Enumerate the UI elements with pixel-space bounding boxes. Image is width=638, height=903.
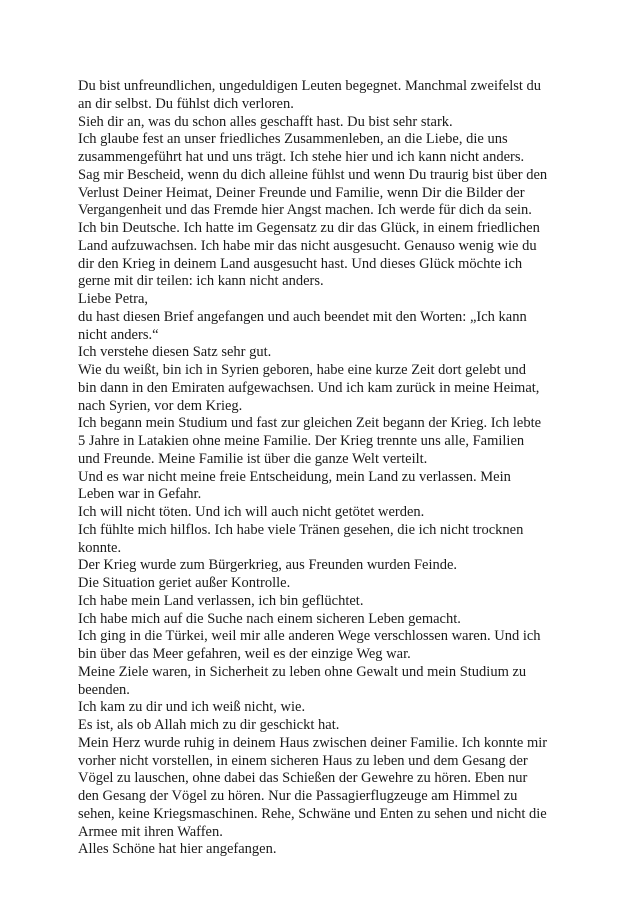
text-line: 5 Jahre in Latakien ohne meine Familie. Der Krieg trennte uns alle, Familien bbox=[78, 433, 525, 449]
text-line: Verlust Deiner Heimat, Deiner Freunde und Familie, wenn Dir die Bilder der bbox=[78, 184, 525, 201]
text-line: Wie du weißt, bin ich in Syrien geboren, habe eine kurze Zeit dort gelebt und bbox=[78, 362, 526, 378]
text-line: Sieh dir an, was du schon alles geschafft hast. Du bist sehr stark. bbox=[78, 113, 453, 130]
text-line: Ich habe mich auf die Suche nach einem sicheren Leben gemacht. bbox=[78, 610, 461, 627]
letter-text bbox=[78, 78, 568, 859]
text-line: Ich kam zu dir und ich weiß nicht, wie. bbox=[78, 699, 306, 716]
text-line: bin dann in den Emiraten aufgewachsen. Und ich kam zurück in meine Heimat, bbox=[78, 379, 540, 396]
text-line: Der Krieg wurde zum Bürgerkrieg, aus Freunden wurden Feinde. bbox=[78, 557, 458, 574]
text-line: Armee mit ihren Waffen. bbox=[78, 823, 223, 840]
text-line: nicht anders.“ bbox=[78, 326, 159, 343]
text-line: Es ist, als ob Allah mich zu dir geschickt hat. bbox=[78, 717, 340, 733]
text-line: dir den Krieg in deinem Land ausgesucht hast. Und dieses Glück möchte ich bbox=[78, 255, 523, 272]
text-line: Vögel zu lauschen, ohne dabei das Schießen der Gewehre zu hören. Eben nur bbox=[78, 770, 528, 787]
text-line: Meine Ziele waren, in Sicherheit zu leben ohne Gewalt und mein Studium zu bbox=[78, 663, 527, 680]
text-line: Ich verstehe diesen Satz sehr gut. bbox=[78, 344, 272, 361]
text-line: Du bist unfreundlichen, ungeduldigen Leuten begegnet. Manchmal zweifelst du bbox=[78, 78, 542, 94]
text-line: Sag mir Bescheid, wenn du dich alleine fühlst und wenn Du traurig bist über den bbox=[78, 166, 548, 183]
text-line: Die Situation geriet außer Kontrolle. bbox=[78, 575, 291, 591]
text-line: sehen, keine Kriegsmaschinen. Rehe, Schwäne und Enten zu sehen und nicht die bbox=[78, 805, 547, 822]
text-line: Land aufzuwachsen. Ich habe mir das nicht ausgesucht. Genauso wenig wie du bbox=[78, 237, 537, 254]
text-line: und Freunde. Meine Familie ist über die ganze Welt verteilt. bbox=[78, 450, 428, 467]
text-line: Ich begann mein Studium und fast zur gleichen Zeit begann der Krieg. Ich lebte bbox=[78, 415, 542, 432]
text-line: bin über das Meer gefahren, weil es der einzige Weg war. bbox=[78, 646, 411, 662]
text-line: zusammengeführt hat und uns trägt. Ich stehe hier und ich kann nicht anders. bbox=[78, 149, 525, 165]
text-line: Ich habe mein Land verlassen, ich bin geflüchtet. bbox=[78, 592, 364, 609]
text-line: konnte. bbox=[78, 539, 122, 556]
text-line: Und es war nicht meine freie Entscheidung, mein Land zu verlassen. Mein bbox=[78, 468, 511, 485]
text-line: Ich will nicht töten. Und ich will auch nicht getötet werden. bbox=[78, 504, 425, 520]
text-line: Alles Schöne hat hier angefangen. bbox=[78, 841, 277, 858]
text-line: du hast diesen Brief angefangen und auch beendet mit den Worten: „Ich kann bbox=[78, 308, 527, 325]
text-line: an dir selbst. Du fühlst dich verloren. bbox=[78, 95, 294, 112]
text-line: Liebe Petra, bbox=[78, 291, 149, 307]
text-line: vorher nicht vorstellen, in einem sicheren Haus zu leben und dem Gesang der bbox=[78, 752, 528, 769]
text-line: den Gesang der Vögel zu hören. Nur die Passagierflugzeuge am Himmel zu bbox=[78, 788, 518, 804]
text-line: Leben war in Gefahr. bbox=[78, 486, 202, 503]
text-line: Ich bin Deutsche. Ich hatte im Gegensatz zu dir das Glück, in einem friedlichen bbox=[78, 220, 540, 236]
text-line: gerne mit dir teilen: ich kann nicht anders. bbox=[78, 273, 324, 290]
text-line: beenden. bbox=[78, 681, 130, 698]
text-line: nach Syrien, vor dem Krieg. bbox=[78, 397, 243, 414]
text-line: Mein Herz wurde ruhig in deinem Haus zwischen deiner Familie. Ich konnte mir bbox=[78, 734, 548, 751]
text-line: Vergangenheit und das Fremde hier Angst machen. Ich werde für dich da sein. bbox=[78, 202, 532, 219]
text-line: Ich glaube fest an unser friedliches Zusammenleben, an die Liebe, die uns bbox=[78, 131, 508, 148]
text-line: Ich fühlte mich hilflos. Ich habe viele Tränen gesehen, die ich nicht trocknen bbox=[78, 521, 524, 538]
text-line: Ich ging in die Türkei, weil mir alle anderen Wege verschlossen waren. Und ich bbox=[78, 628, 541, 645]
